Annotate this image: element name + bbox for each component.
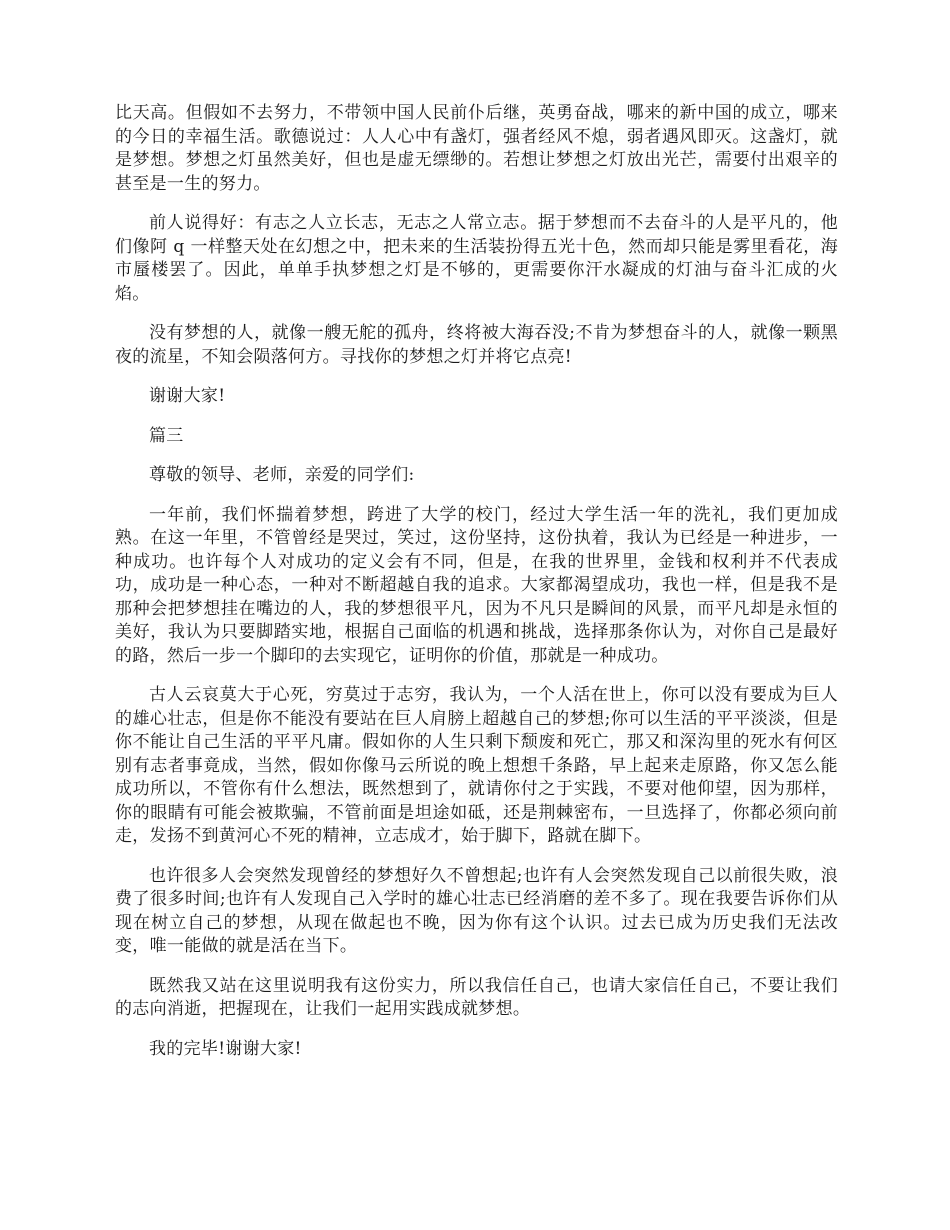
paragraph-ambition: 前人说得好：有志之人立长志，无志之人常立志。据于梦想而不去奋斗的人是平凡的，他们像阿 q 一样整天处在幻想之中，把未来的生活装扮得五光十色，然而却只能是雾里看花，海市蜃楼罢了。因此，单单手执梦想之灯是不够的，更需要你汗水凝成的灯油与奋斗汇成的火焰。 <box>115 213 838 304</box>
document-page <box>115 102 838 1077</box>
section-heading: 篇三 <box>149 425 184 446</box>
paragraph-one-year: 一年前，我们怀揣着梦想，跨进了大学的校门，经过大学生活一年的洗礼，我们更加成熟。在这一年里，不管曾经是哭过，笑过，这份坚持，这份执着，我认为已经是一种进步，一种成功。也许每个人对成功的定义会有不同，但是，在我的世界里，金钱和权利并不代表成功，成功是一种心态，一种对不断超越自我的追求。大家都渴望成功，我也一样，但是我不是那种会把梦想挂在嘴边的人，我的梦想很平凡，因为不凡只是瞬间的风景，而平凡却是永恒的美好，我认为只要脚踏实地，根据自己面临的机遇和挑战，选择那条你认为，对你自己是最好的路，然后一步一个脚印的去实现它，证明你的价值，那就是一种成功。 <box>115 504 838 666</box>
paragraph-no-dream: 没有梦想的人，就像一艘无舵的孤舟，终将被大海吞没;不肯为梦想奋斗的人，就像一颗黑夜的流星，不知会陨落何方。寻找你的梦想之灯并将它点亮! <box>115 323 838 367</box>
paragraph-continuation: 比天高。但假如不去努力，不带领中国人民前仆后继，英勇奋战，哪来的新中国的成立，哪来的今日的幸福生活。歌德说过：人人心中有盏灯，强者经风不熄，弱者遇风即灭。这盏灯，就是梦想。梦想之灯虽然美好，但也是虚无缥缈的。若想让梦想之灯放出光芒，需要付出艰辛的甚至是一生的努力。 <box>115 103 838 194</box>
paragraph-trust-self: 既然我又站在这里说明我有这份实力，所以我信任自己，也请大家信任自己，不要让我们的志向消逝，把握现在，让我们一起用实践成就梦想。 <box>115 975 838 1019</box>
paragraph-ancient-saying: 古人云哀莫大于心死，穷莫过于志穷，我认为，一个人活在世上，你可以没有要成为巨人的雄心壮志，但是你不能没有要站在巨人肩膀上超越自己的梦想;你可以生活的平平淡淡，但是你不能让自己生活的平平凡庸。假如你的人生只剩下颓废和死亡，那又和深沟里的死水有何区别有志者事竟成，当然，假如你像马云所说的晚上想想千条路，早上起来走原路，你又怎么能成功所以，不管你有什么想法，既然想到了，就请你付之于实践，不要对他仰望，因为那样，你的眼睛有可能会被欺骗，不管前面是坦途如砥，还是荆棘密布，一旦选择了，你都必须向前走，发扬不到黄河心不死的精神，立志成才，始于脚下，路就在脚下。 <box>115 685 838 846</box>
paragraph-closing: 我的完毕!谢谢大家! <box>149 1038 302 1059</box>
paragraph-thanks: 谢谢大家! <box>149 386 226 406</box>
salutation: 尊敬的领导、老师，亲爱的同学们: <box>149 465 415 485</box>
paragraph-forgotten-dreams: 也许很多人会突然发现曾经的梦想好久不曾想起;也许有人会突然发现自己以前很失败，浪费了很多时间;也许有人发现自己入学时的雄心壮志已经消磨的差不多了。现在我要告诉你们从现在树立自己的梦想，从现在做起也不晚，因为你有这个认识。过去已成为历史我们无法改变，唯一能做的就是活在当下。 <box>115 865 838 956</box>
